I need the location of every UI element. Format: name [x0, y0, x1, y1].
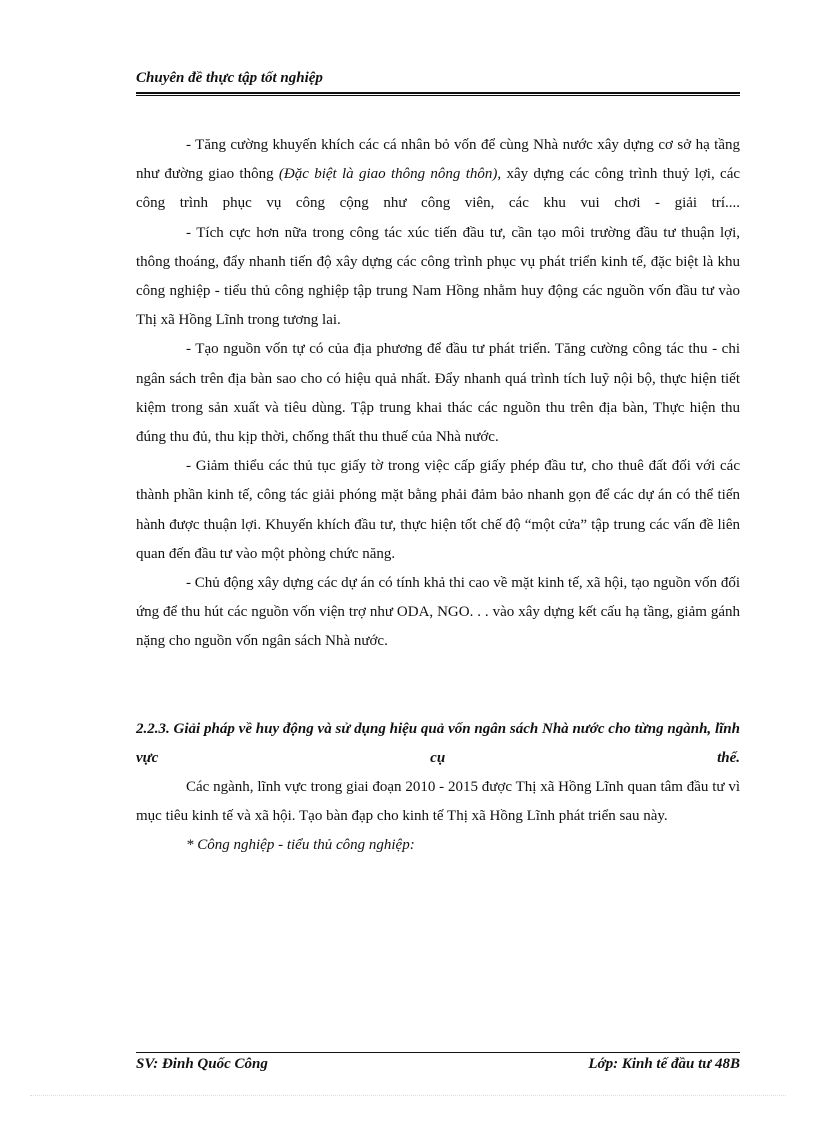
footer-class: Lớp: Kinh tế đầu tư 48B	[588, 1056, 740, 1072]
document-body	[136, 131, 740, 861]
paragraph-1	[136, 131, 740, 219]
paragraph-5: - Chủ động xây dựng các dự án có tính khả thi cao về mặt kinh tế, xã hội, tạo nguồn vốn đối ứng để thu hút các nguồn vốn viện trợ như ODA, NGO. . . vào xây dựng kết cấu hạ tầng, giảm gánh nặng cho nguồn vốn ngân sách Nhà nước.	[136, 575, 740, 650]
paragraph-4: - Giảm thiểu các thủ tục giấy tờ trong việc cấp giấy phép đầu tư, cho thuê đất đối với các thành phần kinh tế, công tác giải phóng mặt bằng phải đảm bảo nhanh gọn để các dự án có thể tiến hành được thuận lợi. Khuyến khích đầu tư, thực hiện tốt chế độ “một cửa” tập trung các vấn đề liên quan đến đầu tư vào một phòng chức năng.	[136, 458, 740, 562]
paragraph-6: Các ngành, lĩnh vực trong giai đoạn 2010 - 2015 được Thị xã Hồng Lĩnh quan tâm đầu tư vì mục tiêu kinh tế và xã hội. Tạo bàn đạp cho kinh tế Thị xã Hồng Lĩnh phát triển sau này.	[136, 779, 740, 825]
page-header	[136, 70, 740, 87]
header-rule	[136, 92, 740, 94]
paragraph-1-text-a: - Tăng cường khuyến khích các cá nhân bỏ vốn để cùng Nhà nước xây dựng cơ sở hạ tầng như đường giao thông	[136, 137, 740, 183]
page-bottom-dotted-line	[30, 1095, 786, 1096]
section-heading: 2.2.3. Giải pháp về huy động và sử dụng hiệu quả vốn ngân sách Nhà nước cho từng ngành, lĩnh vực cụ thể.	[136, 720, 740, 766]
footer-rule	[136, 1052, 740, 1053]
paragraph-1-italic: (Đặc biệt là giao thông nông thôn),	[278, 166, 502, 183]
spacer	[136, 657, 740, 715]
footer-student: SV: Đinh Quốc Công	[136, 1056, 268, 1072]
paragraph-1-text-b: xây dựng các công trình thuỷ lợi, các công trình phục vụ công cộng như công viên, các khu vui chơi - giải trí....	[136, 166, 741, 212]
paragraph-2: - Tích cực hơn nữa trong công tác xúc tiến đầu tư, cần tạo môi trường đầu tư thuận lợi, thông thoáng, đẩy nhanh tiến độ xây dựng các công trình phục vụ phát triển kinh tế, đặc biệt là khu công nghiệp - tiểu thủ công nghiệp tập trung Nam Hồng nhằm huy động các nguồn vốn đầu tư vào Thị xã Hồng Lĩnh trong tương lai.	[136, 224, 740, 329]
header-title: Chuyên đề thực tập tốt nghiệp	[136, 70, 323, 86]
subsection-label: * Công nghiệp - tiểu thủ công nghiệp:	[186, 837, 415, 854]
paragraph-3: - Tạo nguồn vốn tự có của địa phương để đầu tư phát triển. Tăng cường công tác thu - chi ngân sách trên địa bàn sao cho có hiệu quả nhất. Đẩy nhanh quá trình tích luỹ nội bộ, thực hiện tiết kiệm trong sản xuất và tiêu dùng. Tập trung khai thác các nguồn thu trên địa bàn, Thực hiện thu đúng thu đủ, thu kịp thời, chống thất thu thuế của Nhà nước.	[136, 341, 740, 446]
header-rule-thin	[136, 95, 740, 96]
